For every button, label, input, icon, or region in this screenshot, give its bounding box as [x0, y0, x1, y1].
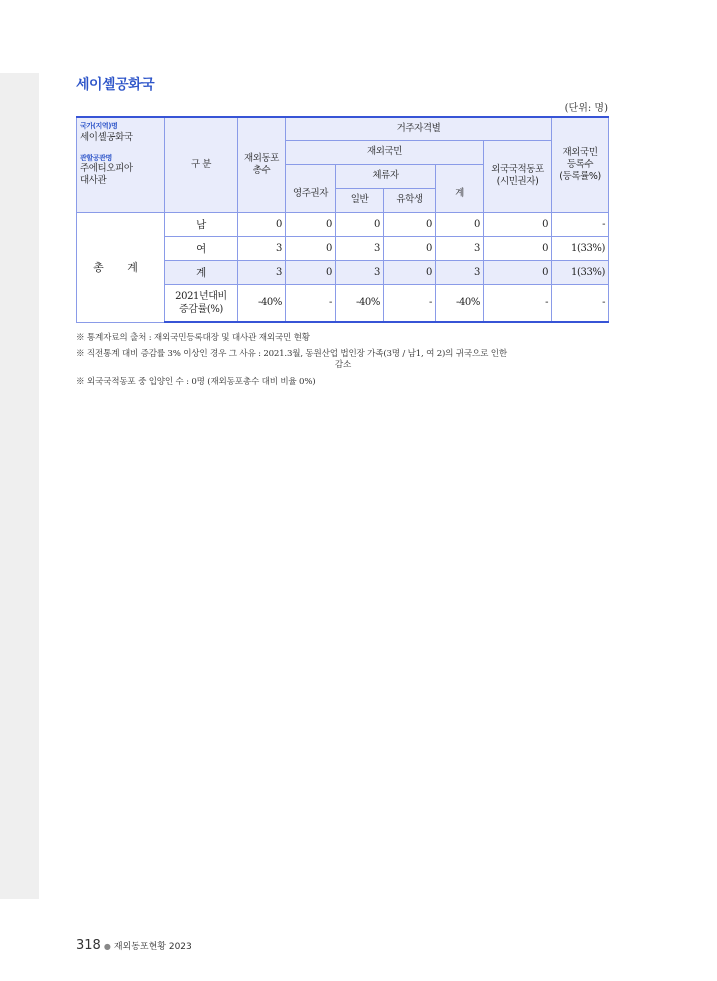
row-label: 여 [165, 236, 238, 260]
cell: 3 [336, 260, 384, 284]
footnote-continuation: 감소 [334, 360, 352, 371]
footnote-text: ※ 통계자료의 출처 : 재외국민등록대장 및 대사관 재외국민 현황 [76, 333, 310, 343]
header-permanent: 영주권자 [286, 164, 336, 212]
cell: 0 [384, 260, 436, 284]
cell: 3 [436, 260, 484, 284]
group-label-total: 총 계 [77, 212, 165, 322]
office-name-line1: 주에티오피아 [80, 163, 133, 175]
header-subtotal: 계 [436, 164, 484, 212]
page-number: 318 [76, 938, 101, 953]
cell: - [484, 284, 552, 322]
footnotes [76, 333, 610, 393]
row-label: 남 [165, 212, 238, 236]
office-name-line2: 대사관 [80, 175, 107, 187]
cell: 0 [238, 212, 286, 236]
cell: 0 [436, 212, 484, 236]
header-corner-cell [77, 117, 165, 212]
footnote-text: ※ 직전통계 대비 증감률 3% 이상인 경우 그 사유 : 2021.3월, 동원산업 법인장 가족(3명 / 남1, 여 2)의 귀국으로 인한 [76, 349, 507, 360]
footnote-text: ※ 외국국적동포 중 입양인 수 : 0명 (재외동포총수 대비 비율 0%) [76, 376, 316, 387]
page-margin-bar [0, 73, 39, 899]
cell: - [286, 284, 336, 322]
header-foreign-citizens: 외국국적동포 (시민권자) [484, 140, 552, 212]
statistics-table [76, 116, 609, 323]
footnote-reason [76, 349, 610, 371]
cell: 0 [384, 212, 436, 236]
cell: 0 [286, 260, 336, 284]
header-sojourner: 체류자 [336, 164, 436, 188]
cell: 0 [384, 236, 436, 260]
bullet-icon: ● [103, 942, 111, 951]
cell: - [552, 284, 609, 322]
cell: 3 [238, 260, 286, 284]
header-general: 일반 [336, 188, 384, 212]
cell: -40% [238, 284, 286, 322]
cell: -40% [436, 284, 484, 322]
header-total-overseas: 재외동포 총수 [238, 117, 286, 212]
cell: 0 [336, 212, 384, 236]
cell: 1(33%) [552, 236, 609, 260]
cell: 3 [436, 236, 484, 260]
unit-label: (단위: 명) [564, 103, 608, 114]
header-category: 구 분 [165, 117, 238, 212]
row-label: 계 [165, 260, 238, 284]
cell: 0 [484, 260, 552, 284]
header-registered: 재외국민 등록수 (등록률%) [552, 117, 609, 212]
header-residence: 거주자격별 [286, 117, 552, 140]
row-label-growth: 2021년대비 증감률(%) [165, 284, 238, 322]
page-footer [76, 938, 192, 953]
cell: 3 [336, 236, 384, 260]
cell: - [552, 212, 609, 236]
header-nationals: 재외국민 [286, 140, 484, 164]
country-label: 국가(지역)명 [80, 122, 118, 130]
cell: 0 [286, 212, 336, 236]
cell: 0 [484, 236, 552, 260]
header-student: 유학생 [384, 188, 436, 212]
cell: 0 [484, 212, 552, 236]
cell: 3 [238, 236, 286, 260]
table-row [77, 212, 609, 236]
cell: 0 [286, 236, 336, 260]
cell: - [384, 284, 436, 322]
country-name: 세이셸공화국 [80, 131, 133, 143]
page-title: 세이셸공화국 [76, 77, 155, 93]
footnote-adoptees [76, 377, 610, 388]
office-label: 관할공관명 [80, 153, 112, 162]
footnote-source [76, 333, 610, 344]
book-title: 재외동포현황 2023 [113, 942, 192, 952]
cell: -40% [336, 284, 384, 322]
cell: 1(33%) [552, 260, 609, 284]
